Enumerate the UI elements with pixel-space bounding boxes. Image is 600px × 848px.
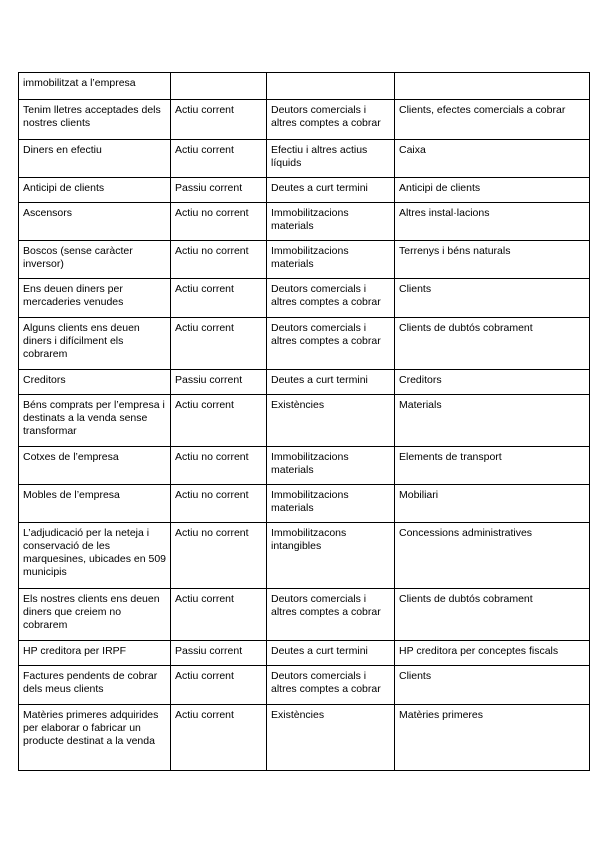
- group-cell: Immobilitzacions materials: [267, 485, 395, 523]
- account-cell: Clients de dubtós cobrament: [395, 318, 590, 370]
- account-cell: Matèries primeres: [395, 705, 590, 771]
- group-cell: Existències: [267, 705, 395, 771]
- concept-cell: Boscos (sense caràcter inversor): [19, 241, 171, 279]
- table-row: [19, 370, 590, 395]
- table-row: [19, 666, 590, 705]
- table-row: [19, 705, 590, 771]
- concept-cell: Tenim lletres acceptades dels nostres clients: [19, 100, 171, 140]
- type-cell: Passiu corrent: [171, 370, 267, 395]
- group-cell: [267, 73, 395, 100]
- table-row: [19, 589, 590, 641]
- account-cell: Clients de dubtós cobrament: [395, 589, 590, 641]
- group-cell: Immobilitzacons intangibles: [267, 523, 395, 589]
- type-cell: Passiu corrent: [171, 641, 267, 666]
- table-row: [19, 641, 590, 666]
- type-cell: [171, 73, 267, 100]
- concept-cell: Matèries primeres adquirides per elaborar o fabricar un producte destinat a la venda: [19, 705, 171, 771]
- group-cell: Immobilitzacions materials: [267, 203, 395, 241]
- type-cell: Actiu no corrent: [171, 447, 267, 485]
- account-cell: Elements de transport: [395, 447, 590, 485]
- account-cell: Terrenys i béns naturals: [395, 241, 590, 279]
- account-cell: Anticipi de clients: [395, 178, 590, 203]
- account-cell: Materials: [395, 395, 590, 447]
- concept-cell: Ens deuen diners per mercaderies venudes: [19, 279, 171, 318]
- table-row: [19, 279, 590, 318]
- account-cell: Creditors: [395, 370, 590, 395]
- type-cell: Actiu corrent: [171, 140, 267, 178]
- table-row: [19, 447, 590, 485]
- table-row: [19, 178, 590, 203]
- concept-cell: L’adjudicació per la neteja i conservació de les marquesines, ubicades en 509 municipis: [19, 523, 171, 589]
- table-row: [19, 318, 590, 370]
- concept-cell: Mobles de l’empresa: [19, 485, 171, 523]
- concept-cell: Diners en efectiu: [19, 140, 171, 178]
- table-row: [19, 395, 590, 447]
- type-cell: Actiu corrent: [171, 279, 267, 318]
- concept-cell: Els nostres clients ens deuen diners que creiem no cobrarem: [19, 589, 171, 641]
- concept-cell: Ascensors: [19, 203, 171, 241]
- type-cell: Actiu corrent: [171, 100, 267, 140]
- account-cell: Clients: [395, 666, 590, 705]
- account-cell: Clients, efectes comercials a cobrar: [395, 100, 590, 140]
- account-cell: Caixa: [395, 140, 590, 178]
- table-row: [19, 73, 590, 100]
- table-row: [19, 485, 590, 523]
- group-cell: Deutors comercials i altres comptes a cobrar: [267, 318, 395, 370]
- concept-cell: Creditors: [19, 370, 171, 395]
- type-cell: Actiu corrent: [171, 395, 267, 447]
- concept-cell: immobilitzat a l’empresa: [19, 73, 171, 100]
- type-cell: Passiu corrent: [171, 178, 267, 203]
- table-row: [19, 203, 590, 241]
- group-cell: Efectiu i altres actius líquids: [267, 140, 395, 178]
- account-cell: Clients: [395, 279, 590, 318]
- table-row: [19, 241, 590, 279]
- group-cell: Immobilitzacions materials: [267, 241, 395, 279]
- account-cell: Mobiliari: [395, 485, 590, 523]
- concept-cell: Factures pendents de cobrar dels meus clients: [19, 666, 171, 705]
- type-cell: Actiu corrent: [171, 666, 267, 705]
- type-cell: Actiu no corrent: [171, 241, 267, 279]
- concept-cell: HP creditora per IRPF: [19, 641, 171, 666]
- table-row: [19, 523, 590, 589]
- group-cell: Immobilitzacions materials: [267, 447, 395, 485]
- accounts-classification-table: [18, 72, 590, 771]
- table-row: [19, 100, 590, 140]
- group-cell: Existències: [267, 395, 395, 447]
- concept-cell: Alguns clients ens deuen diners i difícilment els cobrarem: [19, 318, 171, 370]
- type-cell: Actiu no corrent: [171, 523, 267, 589]
- group-cell: Deutors comercials i altres comptes a cobrar: [267, 279, 395, 318]
- type-cell: Actiu corrent: [171, 318, 267, 370]
- type-cell: Actiu corrent: [171, 589, 267, 641]
- account-cell: [395, 73, 590, 100]
- account-cell: Concessions administratives: [395, 523, 590, 589]
- type-cell: Actiu no corrent: [171, 485, 267, 523]
- group-cell: Deutes a curt termini: [267, 178, 395, 203]
- concept-cell: Cotxes de l’empresa: [19, 447, 171, 485]
- concept-cell: Béns comprats per l’empresa i destinats a la venda sense transformar: [19, 395, 171, 447]
- group-cell: Deutors comercials i altres comptes a cobrar: [267, 666, 395, 705]
- group-cell: Deutes a curt termini: [267, 641, 395, 666]
- group-cell: Deutes a curt termini: [267, 370, 395, 395]
- group-cell: Deutors comercials i altres comptes a cobrar: [267, 589, 395, 641]
- account-cell: HP creditora per conceptes fiscals: [395, 641, 590, 666]
- group-cell: Deutors comercials i altres comptes a cobrar: [267, 100, 395, 140]
- account-cell: Altres instal·lacions: [395, 203, 590, 241]
- table-row: [19, 140, 590, 178]
- type-cell: Actiu no corrent: [171, 203, 267, 241]
- type-cell: Actiu corrent: [171, 705, 267, 771]
- concept-cell: Anticipi de clients: [19, 178, 171, 203]
